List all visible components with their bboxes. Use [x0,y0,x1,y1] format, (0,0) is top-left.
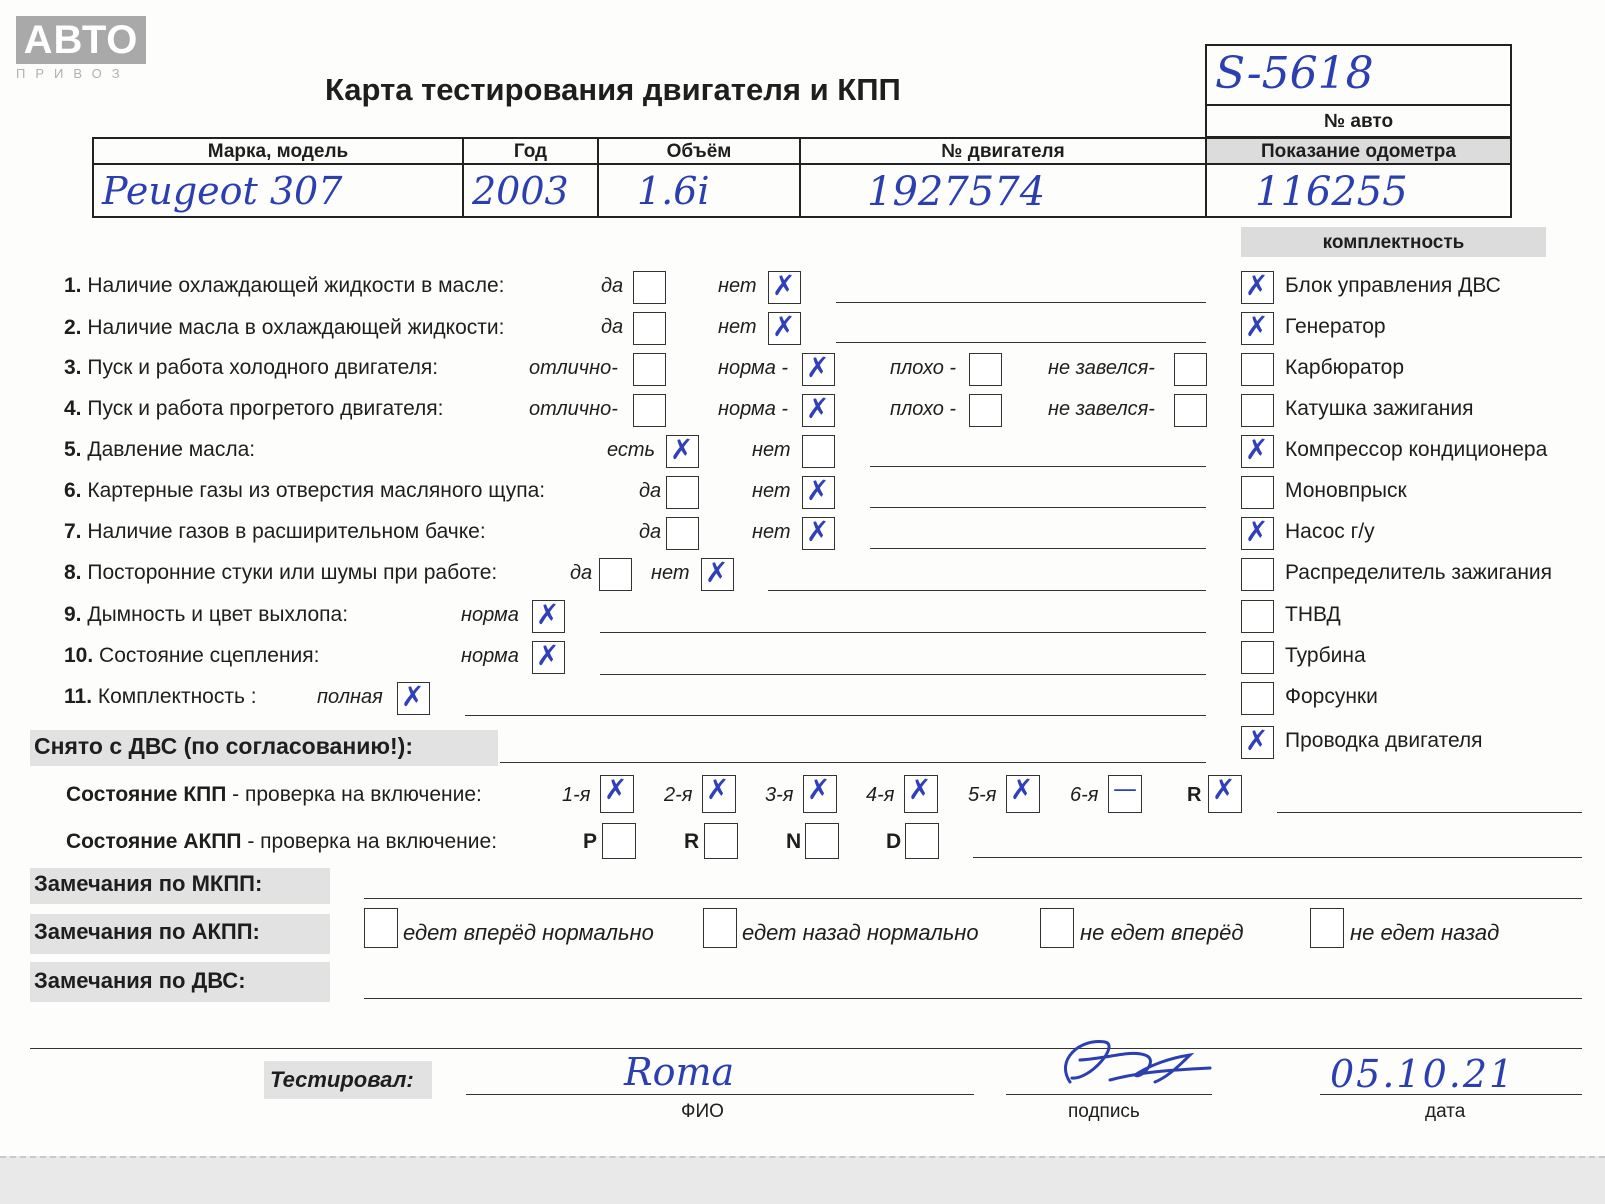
option-label: да [639,521,662,543]
mkpp-remarks-label: Замечания по МКПП: [34,871,263,896]
removed-note-line [500,762,1206,763]
engine-value-cell [799,163,1207,218]
dvs-remarks-label: Замечания по ДВС: [34,968,246,993]
completeness-item: Насос г/у [1285,520,1375,543]
option-label: полная [317,686,383,708]
completeness-title: комплектность [1322,232,1465,253]
question-text: Наличие охлаждающей жидкости в масле: [87,274,505,297]
auto-number-value: S-5618 [1215,48,1374,99]
brand-label: Марка, модель [207,141,349,162]
completeness-item: Катушка зажигания [1285,397,1474,420]
q1-yes-checkbox[interactable] [633,271,666,304]
engine-value: 1927574 [867,169,1046,215]
q6-no-checkbox[interactable] [802,476,835,509]
completeness-item: Моновпрыск [1285,479,1407,502]
completeness-item: ТНВД [1285,603,1341,626]
option-label: плохо - [890,357,957,379]
q8-note-line [768,590,1206,591]
akpp-n-checkbox[interactable] [805,823,839,859]
option-label: норма [461,645,519,667]
gear-label: 4-я [866,784,895,806]
question-number: 11. [64,685,93,708]
option-label: да [570,562,593,584]
q3-normal-checkbox[interactable] [802,353,835,386]
completeness-checkbox[interactable] [1241,517,1274,550]
question-text: Наличие масла в охлаждающей жидкости: [87,316,505,339]
gear-label: 2-я [664,784,693,806]
volume-value: 1.6i [637,169,710,213]
question-8 [64,561,497,585]
gear-label: 3-я [765,784,794,806]
akpp-note-line [973,857,1582,858]
auto-number-label: № авто [1323,111,1394,132]
question-number: 7. [64,520,82,543]
q3-no-start-checkbox[interactable] [1174,353,1207,386]
gear-label: R [1187,784,1202,806]
volume-label: Объём [666,141,732,162]
akpp-gear-label: P [583,830,598,853]
q7-yes-checkbox[interactable] [666,517,699,550]
completeness-item: Проводка двигателя [1285,729,1483,752]
akpp-p-checkbox[interactable] [602,823,636,859]
question-9 [64,603,348,627]
completeness-checkbox[interactable] [1241,312,1274,345]
date-label: дата [1425,1101,1466,1122]
question-number: 4. [64,397,82,420]
question-number: 3. [64,356,82,379]
q5-yes-checkbox[interactable] [666,435,699,468]
q7-no-checkbox[interactable] [802,517,835,550]
mkpp-remarks-line [364,898,1582,899]
removed-label: Снято с ДВС (по согласованию!): [34,733,413,759]
question-text: Состояние сцепления: [99,644,320,667]
signature-line [1006,1094,1212,1095]
question-6 [64,479,545,503]
akpp-r-checkbox[interactable] [704,823,738,859]
date-line [1320,1094,1582,1095]
option-label: отлично- [529,357,618,379]
gear-1-checkbox[interactable] [600,775,634,813]
kpp-note-line [1277,812,1582,813]
brand-header-cell [92,137,464,165]
signature-image [1050,1020,1220,1105]
completeness-checkbox[interactable] [1241,641,1274,674]
completeness-item: Форсунки [1285,685,1378,708]
question-text: Дымность и цвет выхлопа: [87,603,349,626]
completeness-item: Распределитель зажигания [1285,561,1553,584]
q4-normal-checkbox[interactable] [802,394,835,427]
completeness-item: Карбюратор [1285,356,1405,379]
avto-logo-subtitle: ПРИВОЗ [16,66,130,81]
question-text: Картерные газы из отверстия масляного щупа: [87,479,546,502]
completeness-item: Генератор [1285,315,1386,338]
option-label: норма - [718,398,789,420]
q4-excellent-checkbox[interactable] [633,394,666,427]
gear-6-checkbox[interactable] [1108,775,1142,813]
brand-value: Peugeot 307 [102,169,343,213]
akpp-d-checkbox[interactable] [905,823,939,859]
question-10 [64,644,319,668]
q6-note-line [870,507,1206,508]
gear-r-checkbox[interactable] [1208,775,1242,813]
gear-label: 5-я [968,784,997,806]
year-value-cell [462,163,599,218]
option-label: нет [752,480,791,502]
question-text: Давление масла: [87,438,256,461]
completeness-checkbox[interactable] [1241,726,1274,759]
completeness-checkbox[interactable] [1241,600,1274,633]
gear-2-checkbox[interactable] [702,775,736,813]
option-label: отлично- [529,398,618,420]
completeness-item: Турбина [1285,644,1366,667]
option-label: нет [651,562,690,584]
q2-note-line [836,342,1206,343]
q10-note-line [600,674,1206,675]
option-label: не завелся- [1048,357,1155,379]
torn-paper-edge [0,1156,1605,1204]
akpp-row-label [66,830,497,854]
completeness-checkbox[interactable] [1241,435,1274,468]
question-11 [64,685,257,709]
q3-bad-checkbox[interactable] [969,353,1002,386]
engine-header-cell [799,137,1207,165]
completeness-checkbox[interactable] [1241,682,1274,715]
option-label: да [639,480,662,502]
auto-number-box [1205,44,1512,106]
year-header-cell [462,137,599,165]
option-label: норма [461,604,519,626]
akpp-no-forward-checkbox[interactable] [1040,908,1074,948]
question-number: 9. [64,603,82,626]
date-value: 05.10.21 [1330,1052,1516,1096]
question-number: 6. [64,479,82,502]
akpp-remarks-label: Замечания по АКПП: [34,919,260,944]
question-7 [64,520,486,544]
question-1 [64,274,504,298]
completeness-checkbox[interactable] [1241,353,1274,386]
completeness-checkbox[interactable] [1241,271,1274,304]
q9-normal-checkbox[interactable] [532,600,565,633]
q4-no-start-checkbox[interactable] [1174,394,1207,427]
q2-yes-checkbox[interactable] [633,312,666,345]
option-label: нет [718,275,757,297]
akpp-title: Состояние АКПП [66,830,242,853]
q10-normal-checkbox[interactable] [532,641,565,674]
question-3 [64,356,438,380]
option-label: плохо - [890,398,957,420]
q8-yes-checkbox[interactable] [599,558,632,591]
completeness-checkbox[interactable] [1241,476,1274,509]
gear-4-checkbox[interactable] [904,775,938,813]
kpp-suffix: - проверка на включение: [226,783,482,806]
q5-note-line [870,466,1206,467]
q5-no-checkbox[interactable] [802,435,835,468]
signature-label: подпись [1068,1101,1140,1122]
odometer-value: 116255 [1255,169,1408,215]
akpp-remark-option: не едет назад [1350,920,1500,945]
dvs-remarks-line-2 [30,1048,1582,1049]
question-text: Пуск и работа прогретого двигателя: [87,397,444,420]
q11-note-line [465,715,1206,716]
question-5 [64,438,255,462]
auto-number-label-cell [1205,104,1512,138]
question-number: 1. [64,274,82,297]
fio-label: ФИО [681,1101,724,1122]
question-4 [64,397,444,421]
akpp-gear-label: R [684,830,700,853]
engine-label: № двигателя [941,141,1065,162]
fio-line [466,1094,974,1095]
q9-note-line [600,632,1206,633]
question-number: 8. [64,561,82,584]
akpp-forward-ok-checkbox[interactable] [364,908,398,948]
q3-excellent-checkbox[interactable] [633,353,666,386]
odometer-label: Показание одометра [1261,141,1456,162]
q6-yes-checkbox[interactable] [666,476,699,509]
dvs-remarks-line [364,998,1582,999]
completeness-item: Компрессор кондиционера [1285,438,1548,461]
q2-no-checkbox[interactable] [768,312,801,345]
akpp-gear-label: D [886,830,902,853]
year-label: Год [513,141,548,162]
question-2 [64,316,504,340]
q8-no-checkbox[interactable] [701,558,734,591]
odometer-value-cell [1205,163,1512,218]
option-label: норма - [718,357,789,379]
year-value: 2003 [472,169,569,213]
tested-by-label: Тестировал: [270,1067,414,1092]
avto-logo: АВТО [16,16,146,64]
q7-note-line [870,548,1206,549]
completeness-checkbox[interactable] [1241,394,1274,427]
question-text: Пуск и работа холодного двигателя: [87,356,439,379]
brand-value-cell [92,163,464,218]
completeness-item: Блок управления ДВС [1285,274,1501,297]
akpp-suffix: - проверка на включение: [241,830,498,853]
question-text: Наличие газов в расширительном бачке: [87,520,486,543]
kpp-row-label [66,783,482,807]
gear-5-checkbox[interactable] [1006,775,1040,813]
volume-value-cell [597,163,801,218]
option-label: нет [718,316,757,338]
option-label: да [601,275,624,297]
question-number: 5. [64,438,82,461]
option-label: не завелся- [1048,398,1155,420]
page-title: Карта тестирования двигателя и КПП [325,72,901,107]
completeness-checkbox[interactable] [1241,558,1274,591]
akpp-remark-option: едет назад нормально [742,920,979,945]
question-number: 10. [64,644,94,667]
option-label: есть [607,439,656,461]
akpp-reverse-ok-checkbox[interactable] [703,908,737,948]
akpp-no-reverse-checkbox[interactable] [1310,908,1344,948]
akpp-remark-option: не едет вперёд [1080,920,1244,945]
question-number: 2. [64,316,82,339]
gear-label: 1-я [562,784,591,806]
fio-value: Roma [624,1050,735,1094]
kpp-title: Состояние КПП [66,783,227,806]
odometer-header-cell [1205,137,1512,165]
option-label: нет [752,439,791,461]
question-text: Комплектность : [97,685,257,708]
q1-note-line [836,302,1206,303]
akpp-remark-option: едет вперёд нормально [403,920,654,945]
option-label: да [601,316,624,338]
gear-3-checkbox[interactable] [803,775,837,813]
akpp-gear-label: N [786,830,802,853]
q1-no-checkbox[interactable] [768,271,801,304]
question-text: Посторонние стуки или шумы при работе: [87,561,498,584]
gear-label: 6-я [1070,784,1099,806]
q4-bad-checkbox[interactable] [969,394,1002,427]
option-label: нет [752,521,791,543]
q11-full-checkbox[interactable] [397,682,430,715]
volume-header-cell [597,137,801,165]
